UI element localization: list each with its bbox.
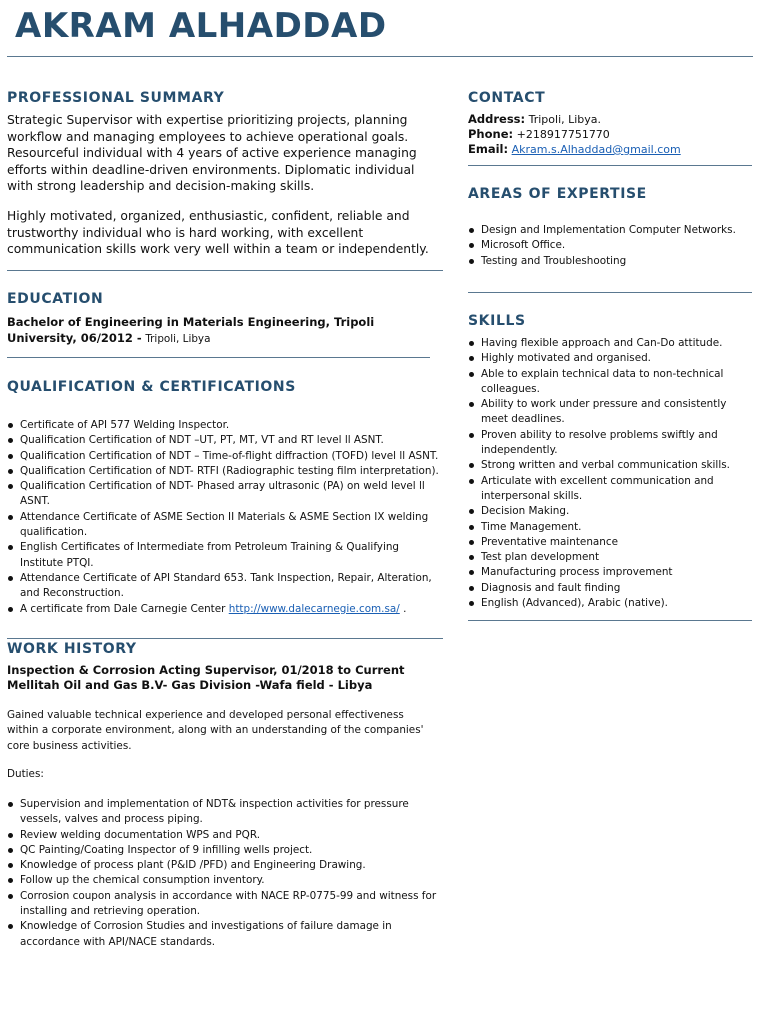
list-item: Strong written and verbal communication skills. — [468, 458, 743, 473]
skills-divider — [468, 620, 752, 621]
list-item: Corrosion coupon analysis in accordance with NACE RP-0775-99 and witness for installing and retrieving operation. — [7, 889, 437, 920]
list-item: Proven ability to resolve problems swiftly and independently. — [468, 428, 743, 459]
certificate-prefix: A certificate from Dale Carnegie Center — [20, 602, 226, 615]
education-location: Tripoli, Libya — [145, 332, 211, 345]
email-link[interactable]: Akram.s.Alhaddad@gmail.com — [511, 143, 681, 156]
summary-paragraph-1: Strategic Supervisor with expertise prioritizing projects, planning workflow and managing employees to achieve operational goals. Resourceful individual with 4 years of active experience managing efforts within deadline-driven environments. Diplomatic individual with strong leadership and decision-making skills. — [7, 113, 417, 193]
contact-phone — [468, 127, 758, 143]
list-item — [7, 602, 443, 617]
list-item: Able to explain technical data to non-technical colleagues. — [468, 367, 743, 398]
certifications-divider — [7, 638, 443, 639]
duties-list — [7, 797, 437, 950]
expertise-heading: AREAS OF EXPERTISE — [468, 186, 647, 202]
expertise-list — [468, 223, 758, 269]
email-label: Email: — [468, 142, 509, 156]
contact-heading: CONTACT — [468, 90, 546, 106]
work-heading: WORK HISTORY — [7, 641, 137, 657]
education-divider — [7, 357, 430, 358]
list-item: Certificate of API 577 Welding Inspector. — [7, 418, 443, 433]
list-item: Attendance Certificate of API Standard 653. Tank Inspection, Repair, Alteration, and Reconstruction. — [7, 571, 443, 602]
list-item: Ability to work under pressure and consistently meet deadlines. — [468, 397, 743, 428]
certifications-heading: QUALIFICATION & CERTIFICATIONS — [7, 379, 296, 395]
list-item: Manufacturing process improvement — [468, 565, 743, 580]
contact-divider — [468, 165, 752, 166]
list-item: Highly motivated and organised. — [468, 351, 743, 366]
certificate-suffix: . — [403, 602, 407, 615]
list-item: Diagnosis and fault finding — [468, 581, 743, 596]
phone-label: Phone: — [468, 127, 514, 141]
skills-heading: SKILLS — [468, 313, 526, 329]
list-item: Preventative maintenance — [468, 535, 743, 550]
list-item: Qualification Certification of NDT- RTFI (Radiographic testing film interpretation). — [7, 464, 443, 479]
education-heading: EDUCATION — [7, 291, 104, 307]
list-item: Qualification Certification of NDT- Phased array ultrasonic (PA) on weld level ll ASNT. — [7, 479, 443, 510]
phone-value: +218917751770 — [516, 128, 610, 141]
summary-divider — [7, 270, 443, 271]
education-degree: Bachelor of Engineering in Materials Engineering, Tripoli University, 06/2012 - — [7, 315, 375, 345]
list-item: Knowledge of process plant (P&ID /PFD) and Engineering Drawing. — [7, 858, 437, 873]
list-item: QC Painting/Coating Inspector of 9 infilling wells project. — [7, 843, 437, 858]
work-intro: Gained valuable technical experience and developed personal effectiveness within a corporate environment, along with an understanding of the companies' core business activities. — [7, 709, 424, 752]
header-divider — [7, 56, 753, 57]
list-item: Time Management. — [468, 520, 743, 535]
list-item: Articulate with excellent communication and interpersonal skills. — [468, 474, 743, 505]
contact-email — [468, 142, 758, 158]
list-item: Qualification Certification of NDT –UT, PT, MT, VT and RT level ll ASNT. — [7, 433, 443, 448]
list-item: Testing and Troubleshooting — [468, 254, 758, 269]
list-item: Microsoft Office. — [468, 238, 758, 253]
list-item: Decision Making. — [468, 504, 743, 519]
expertise-divider — [468, 292, 752, 293]
summary-paragraph-2: Highly motivated, organized, enthusiastic, confident, reliable and trustworthy individual who is hard working, with excellent communication skills work very well within a team or independently. — [7, 209, 429, 256]
duties-label: Duties: — [7, 768, 44, 780]
address-label: Address: — [468, 112, 526, 126]
list-item: Test plan development — [468, 550, 743, 565]
certifications-list — [7, 418, 443, 617]
list-item: Knowledge of Corrosion Studies and investigations of failure damage in accordance with API/NACE standards. — [7, 919, 437, 950]
skills-list — [468, 336, 743, 611]
contact-address — [468, 112, 758, 128]
list-item: Attendance Certificate of ASME Section II Materials & ASME Section IX welding qualification. — [7, 510, 443, 541]
summary-heading: PROFESSIONAL SUMMARY — [7, 90, 225, 106]
list-item: Qualification Certification of NDT – Time-of-flight diffraction (TOFD) level ll ASNT. — [7, 449, 443, 464]
resume-name: AKRAM ALHADDAD — [15, 6, 387, 46]
dale-carnegie-link[interactable]: http://www.dalecarnegie.com.sa/ — [228, 602, 400, 615]
work-company: Mellitah Oil and Gas B.V- Gas Division -Wafa field - Libya — [7, 678, 373, 692]
list-item: Design and Implementation Computer Networks. — [468, 223, 758, 238]
education-entry — [7, 315, 427, 347]
list-item: English Certificates of Intermediate from Petroleum Training & Qualifying Institute PTQI. — [7, 540, 443, 571]
address-value: Tripoli, Libya. — [528, 113, 602, 126]
work-title: Inspection & Corrosion Acting Supervisor, 01/2018 to Current — [7, 663, 405, 677]
list-item: Having flexible approach and Can-Do attitude. — [468, 336, 743, 351]
list-item: Follow up the chemical consumption inventory. — [7, 873, 437, 888]
list-item: Supervision and implementation of NDT& inspection activities for pressure vessels, valves and process piping. — [7, 797, 437, 828]
list-item: Review welding documentation WPS and PQR. — [7, 828, 437, 843]
list-item: English (Advanced), Arabic (native). — [468, 596, 743, 611]
